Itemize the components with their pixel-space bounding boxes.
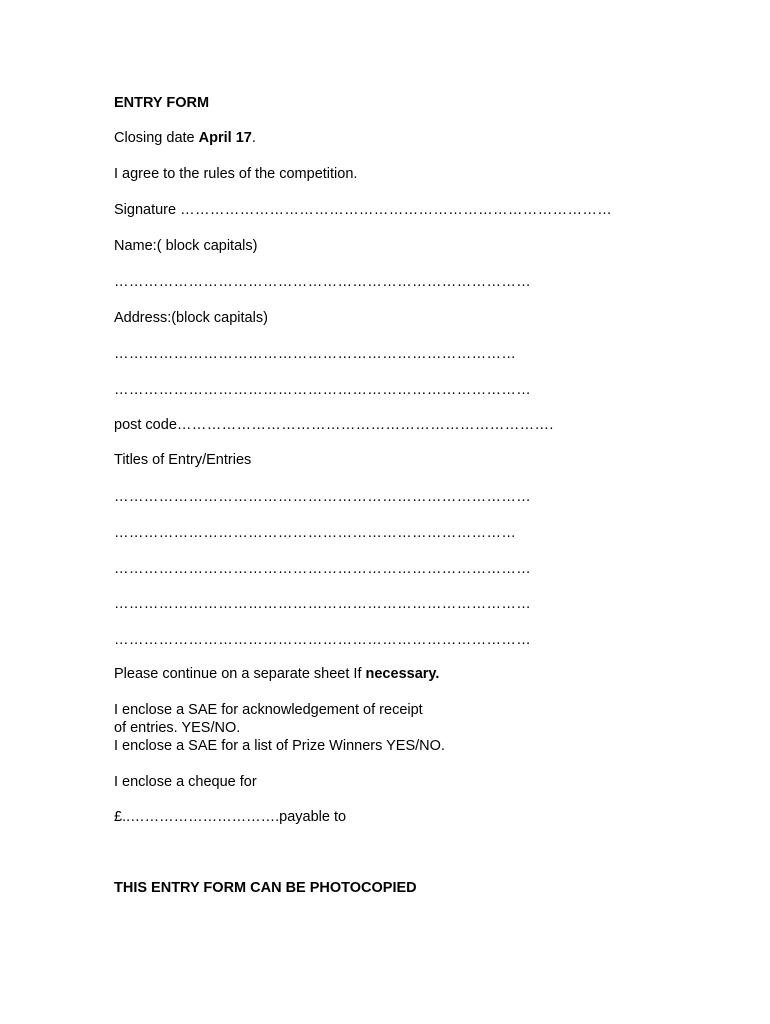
name-field[interactable]: ………………………………………………………………………… [114,274,532,290]
title-entry-field-4[interactable]: ………………………………………………………………………… [114,596,532,612]
signature-label: Signature [114,202,181,218]
agreement-text: I agree to the rules of the competition. [114,166,358,182]
signature-field[interactable]: …………………………………………………………………………… [180,202,613,218]
title-entry-field-3[interactable]: ………………………………………………………………………… [114,561,532,577]
continue-note-emphasis: necessary. [365,666,440,682]
sae-receipt-line-2: of entries. YES/NO. [114,720,241,736]
closing-date-value: April 17 [198,130,252,146]
form-title: ENTRY FORM [114,95,210,111]
name-label: Name:( block capitals) [114,238,258,254]
title-entry-field-5[interactable]: ………………………………………………………………………… [114,632,532,648]
postcode-label: post code [114,417,177,433]
cheque-amount-field[interactable]: £..………………………….payable to [114,809,347,825]
address-label: Address:(block capitals) [114,310,268,326]
postcode-line [114,416,554,434]
address-field-1[interactable]: ……………………………………………………………………… [114,346,517,362]
closing-date-suffix: . [251,130,256,146]
address-field-2[interactable]: ………………………………………………………………………… [114,382,532,398]
closing-date-prefix: Closing date [114,130,199,146]
photocopy-notice: THIS ENTRY FORM CAN BE PHOTOCOPIED [114,880,417,896]
sae-receipt-line-1: I enclose a SAE for acknowledgement of receipt [114,702,423,718]
postcode-field[interactable]: …………………………………………………………………. [176,417,554,433]
cheque-line: I enclose a cheque for [114,774,257,790]
title-entry-field-2[interactable]: ……………………………………………………………………… [114,525,517,541]
sae-winners-line: I enclose a SAE for a list of Prize Winners YES/NO. [114,738,445,754]
continue-note [114,665,439,683]
title-entry-field-1[interactable]: ………………………………………………………………………… [114,489,532,505]
closing-date-line [114,129,256,147]
continue-note-text: Please continue on a separate sheet If [114,666,366,682]
signature-line [114,201,612,219]
titles-label: Titles of Entry/Entries [114,452,252,468]
